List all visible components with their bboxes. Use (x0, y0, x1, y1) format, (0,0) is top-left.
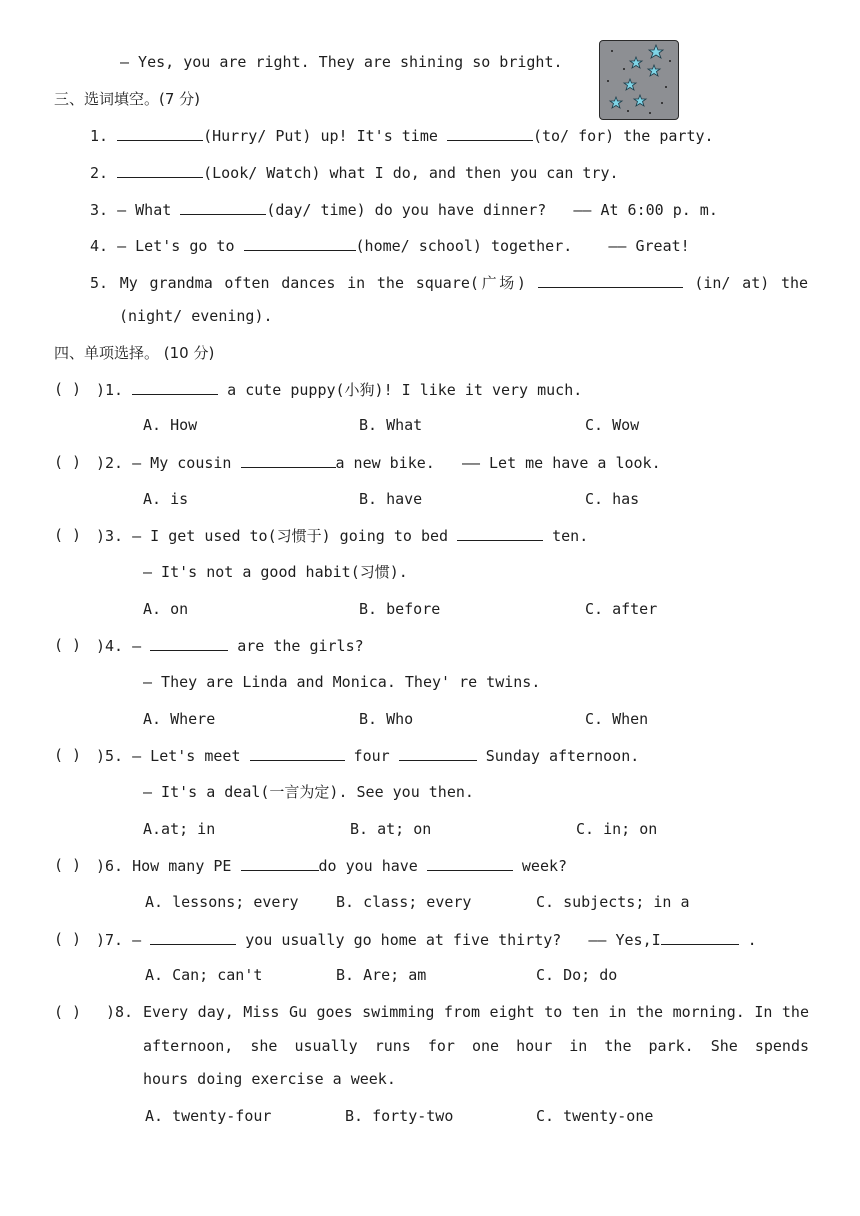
q6-stem: )6. How many PE do you have week? (96, 854, 567, 877)
q2-stem: )2. — My cousin a new bike. —— Let me have a look. (96, 451, 661, 474)
q8-stem-line-1: Every day, Miss Gu goes swimming from eight to ten in the morning. In the (143, 1003, 809, 1021)
s3-item-5-cont: (night/ evening). (119, 307, 273, 325)
q7-option-c[interactable]: C. Do; do (536, 966, 618, 984)
q8-stem-line-3: hours doing exercise a week. (143, 1070, 396, 1088)
s3-item-5: 5. My grandma often dances in the square(广场) (in/ at) the (90, 271, 808, 294)
s3-item-1: 1. (Hurry/ Put) up! It's time (to/ for) the party. (90, 124, 714, 147)
section-3-title: 三、选词填空。(7 分) (54, 90, 201, 108)
q1-option-a[interactable]: A. How (143, 416, 198, 434)
q2-option-b[interactable]: B. have (359, 490, 423, 508)
q3-option-a[interactable]: A. on (143, 600, 189, 618)
q8-number: )8. (106, 1003, 134, 1021)
s3-item-3: 3. — What (day/ time) do you have dinner? —— At 6:00 p. m. (90, 198, 718, 221)
blank[interactable] (447, 124, 533, 141)
answer-paren[interactable]: ( ) (54, 380, 82, 398)
q2-option-a[interactable]: A. is (143, 490, 189, 508)
q3-stem: )3. — I get used to(习惯于) going to bed ten. (96, 524, 588, 547)
q4-option-a[interactable]: A. Where (143, 710, 216, 728)
q7-option-a[interactable]: A. Can; can't (145, 966, 263, 984)
answer-paren[interactable]: ( ) (54, 453, 82, 471)
q4-response: — They are Linda and Monica. They' re twins. (143, 673, 541, 691)
q5-stem: )5. — Let's meet four Sunday afternoon. (96, 744, 639, 767)
blank[interactable] (117, 161, 203, 178)
q5-option-b[interactable]: B. at; on (350, 820, 432, 838)
night-sky-stars-image (599, 40, 679, 120)
q7-option-b[interactable]: B. Are; am (336, 966, 427, 984)
q6-option-b[interactable]: B. class; every (336, 893, 472, 911)
answer-paren[interactable]: ( ) (54, 746, 82, 764)
answer-paren[interactable]: ( ) (54, 930, 82, 948)
q3-option-c[interactable]: C. after (585, 600, 658, 618)
q8-option-a[interactable]: A. twenty-four (145, 1107, 272, 1125)
q6-option-c[interactable]: C. subjects; in a (536, 893, 690, 911)
blank[interactable] (180, 198, 266, 215)
blank (241, 854, 319, 871)
answer-paren[interactable]: ( ) (54, 856, 82, 874)
q3-response: — It's not a good habit(习惯). (143, 563, 408, 581)
q8-option-c[interactable]: C. twenty-one (536, 1107, 654, 1125)
q4-stem: )4. — are the girls? (96, 634, 364, 657)
blank (457, 524, 543, 541)
q4-option-c[interactable]: C. When (585, 710, 649, 728)
stars-icon (600, 41, 678, 119)
s3-item-2: 2. (Look/ Watch) what I do, and then you can try. (90, 161, 619, 184)
q1-option-c[interactable]: C. Wow (585, 416, 640, 434)
q7-stem: )7. — you usually go home at five thirty? —— Yes,I . (96, 928, 757, 951)
blank[interactable] (538, 271, 683, 288)
answer-line: — Yes, you are right. They are shining so bright. (120, 53, 563, 71)
answer-paren[interactable]: ( ) (54, 526, 82, 544)
q6-option-a[interactable]: A. lessons; every (145, 893, 299, 911)
q3-option-b[interactable]: B. before (359, 600, 441, 618)
answer-paren[interactable]: ( ) (54, 1003, 82, 1021)
blank (250, 744, 345, 761)
q8-option-b[interactable]: B. forty-two (345, 1107, 454, 1125)
s3-item-4: 4. — Let's go to (home/ school) together. —— Great! (90, 234, 690, 257)
q2-option-c[interactable]: C. has (585, 490, 640, 508)
q8-stem-line-2: afternoon, she usually runs for one hour in the park. She spends (143, 1037, 809, 1055)
blank (661, 928, 739, 945)
q1-option-b[interactable]: B. What (359, 416, 423, 434)
blank (241, 451, 336, 468)
q5-option-a[interactable]: A.at; in (143, 820, 216, 838)
section-4-title: 四、单项选择。 (10 分) (54, 344, 215, 362)
blank[interactable] (117, 124, 203, 141)
q4-option-b[interactable]: B. Who (359, 710, 414, 728)
blank (399, 744, 477, 761)
blank (427, 854, 513, 871)
blank (150, 634, 228, 651)
q1-stem: )1. a cute puppy(小狗)! I like it very much. (96, 378, 582, 401)
q5-option-c[interactable]: C. in; on (576, 820, 658, 838)
blank (150, 928, 236, 945)
q5-response: — It's a deal(一言为定). See you then. (143, 783, 474, 801)
blank (132, 378, 218, 395)
blank[interactable] (244, 234, 356, 251)
answer-paren[interactable]: ( ) (54, 636, 82, 654)
